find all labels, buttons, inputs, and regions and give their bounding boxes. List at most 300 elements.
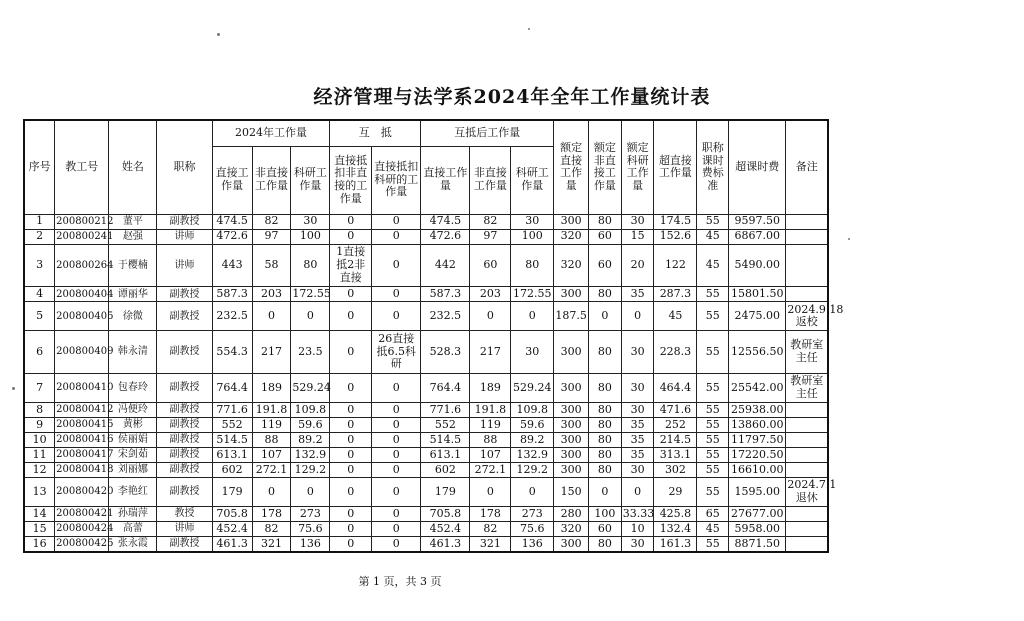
cell-quota-indirect: 80 <box>589 447 622 462</box>
cell-seq: 12 <box>24 462 55 477</box>
cell-indirect: 321 <box>252 536 291 552</box>
cell-quota-research: 30 <box>621 536 654 552</box>
cell-after-indirect: 178 <box>470 506 511 521</box>
cell-over-direct: 252 <box>654 417 697 432</box>
cell-research: 129.2 <box>291 462 330 477</box>
header-group-offset: 互 抵 <box>330 120 421 146</box>
cell-seq: 4 <box>24 287 55 302</box>
cell-staff-id: 200800425 <box>55 536 109 552</box>
cell-quota-direct: 320 <box>554 521 589 536</box>
cell-offset-direct: 0 <box>330 402 372 417</box>
scan-speck <box>12 387 15 390</box>
cell-seq: 7 <box>24 374 55 403</box>
cell-direct: 771.6 <box>212 402 252 417</box>
cell-quota-research: 30 <box>621 462 654 477</box>
cell-indirect: 82 <box>252 214 291 229</box>
cell-after-direct: 587.3 <box>421 287 470 302</box>
cell-rank-rate: 45 <box>697 521 729 536</box>
cell-offset-research: 26直接抵6.5科研 <box>372 331 421 374</box>
cell-quota-indirect: 80 <box>589 214 622 229</box>
cell-quota-research: 35 <box>621 417 654 432</box>
cell-research: 529.24 <box>291 374 330 403</box>
cell-quota-research: 0 <box>621 302 654 331</box>
cell-offset-research: 0 <box>372 521 421 536</box>
cell-after-research: 129.2 <box>511 462 554 477</box>
cell-offset-research: 0 <box>372 214 421 229</box>
cell-rank: 副教授 <box>157 477 212 506</box>
cell-seq: 13 <box>24 477 55 506</box>
table-row <box>24 302 828 331</box>
cell-over-direct: 152.6 <box>654 229 697 244</box>
header-after-indirect: 非直接工作量 <box>470 146 511 214</box>
table-row <box>24 462 828 477</box>
cell-direct: 587.3 <box>212 287 252 302</box>
cell-offset-research: 0 <box>372 302 421 331</box>
cell-over-fee: 13860.00 <box>729 417 786 432</box>
cell-quota-direct: 300 <box>554 447 589 462</box>
cell-after-direct: 442 <box>421 244 470 287</box>
cell-after-research: 80 <box>511 244 554 287</box>
cell-over-fee: 17220.50 <box>729 447 786 462</box>
cell-rank: 副教授 <box>157 432 212 447</box>
header-over-fee: 超课时费 <box>729 120 786 214</box>
cell-direct: 514.5 <box>212 432 252 447</box>
header-rank: 职称 <box>157 120 212 214</box>
header-research: 科研工作量 <box>291 146 330 214</box>
cell-over-fee: 8871.50 <box>729 536 786 552</box>
cell-seq: 10 <box>24 432 55 447</box>
cell-seq: 8 <box>24 402 55 417</box>
cell-research: 172.55 <box>292 286 331 300</box>
cell-indirect: 203 <box>252 287 291 302</box>
table-row <box>24 374 828 403</box>
cell-rank: 副教授 <box>157 214 212 229</box>
cell-rank-rate: 45 <box>697 244 729 287</box>
cell-quota-indirect: 60 <box>589 244 622 287</box>
cell-after-research: 75.6 <box>511 521 554 536</box>
cell-quota-direct: 300 <box>554 287 589 302</box>
cell-direct: 461.3 <box>212 536 252 552</box>
cell-staff-id: 200800412 <box>55 402 109 417</box>
cell-quota-research: 30 <box>621 402 654 417</box>
cell-after-direct: 705.8 <box>421 506 470 521</box>
cell-after-indirect: 203 <box>470 287 511 302</box>
cell-offset-research: 0 <box>372 402 421 417</box>
cell-rank: 讲师 <box>157 244 212 287</box>
cell-after-indirect: 119 <box>470 417 511 432</box>
cell-remark <box>786 462 828 477</box>
cell-direct: 554.3 <box>212 331 252 374</box>
scan-speck <box>848 238 850 240</box>
cell-quota-indirect: 80 <box>589 287 622 302</box>
cell-rank-rate: 55 <box>697 536 729 552</box>
table-row <box>24 417 828 432</box>
cell-offset-direct: 0 <box>330 536 372 552</box>
cell-quota-direct: 320 <box>554 244 589 287</box>
cell-quota-indirect: 80 <box>589 536 622 552</box>
cell-over-fee: 2475.00 <box>729 302 786 331</box>
cell-offset-direct: 0 <box>330 302 372 331</box>
cell-research: 23.5 <box>291 331 330 374</box>
scan-speck <box>217 33 220 36</box>
cell-quota-direct: 300 <box>554 432 589 447</box>
cell-remark: 2024.7.1退休 <box>786 477 828 506</box>
cell-after-research: 172.55 <box>511 287 554 302</box>
cell-indirect: 82 <box>252 521 291 536</box>
cell-rank-rate: 55 <box>697 287 729 302</box>
cell-rank: 副教授 <box>157 302 212 331</box>
cell-quota-direct: 300 <box>554 331 589 374</box>
cell-quota-research: 35 <box>621 447 654 462</box>
cell-quota-research: 20 <box>621 244 654 287</box>
cell-indirect: 217 <box>252 331 291 374</box>
cell-over-direct: 122 <box>654 244 697 287</box>
cell-over-fee: 25938.00 <box>729 402 786 417</box>
cell-after-indirect: 189 <box>470 374 511 403</box>
scan-speck <box>528 28 530 30</box>
cell-name: 刘丽娜 <box>109 462 157 477</box>
cell-staff-id: 200800241 <box>55 229 109 244</box>
cell-after-indirect: 321 <box>470 536 511 552</box>
cell-direct: 602 <box>212 462 252 477</box>
cell-after-indirect: 60 <box>470 244 511 287</box>
cell-over-direct: 302 <box>654 462 697 477</box>
cell-direct: 232.5 <box>212 302 252 331</box>
cell-rank: 讲师 <box>157 229 212 244</box>
cell-name: 董平 <box>109 214 157 229</box>
cell-after-direct: 764.4 <box>421 374 470 403</box>
cell-after-indirect: 82 <box>470 521 511 536</box>
cell-remark <box>786 244 828 287</box>
cell-research: 273 <box>291 506 330 521</box>
cell-quota-direct: 300 <box>554 462 589 477</box>
cell-after-direct: 452.4 <box>421 521 470 536</box>
cell-after-indirect: 0 <box>470 477 511 506</box>
workload-table <box>23 119 844 553</box>
cell-quota-indirect: 80 <box>589 374 622 403</box>
table-row <box>24 506 828 521</box>
cell-offset-research: 0 <box>372 506 421 521</box>
cell-staff-id: 200800424 <box>55 521 109 536</box>
cell-rank-rate: 55 <box>697 302 729 331</box>
cell-after-research: 100 <box>511 229 554 244</box>
cell-direct: 474.5 <box>212 214 252 229</box>
cell-over-direct: 425.8 <box>654 506 697 521</box>
cell-rank-rate: 55 <box>697 447 729 462</box>
cell-offset-research: 0 <box>372 374 421 403</box>
cell-name: 谭丽华 <box>109 287 157 302</box>
cell-offset-direct: 0 <box>330 287 372 302</box>
cell-offset-direct: 0 <box>330 229 372 244</box>
header-quota-direct: 额定直接工作量 <box>554 120 589 214</box>
cell-staff-id: 200800416 <box>55 432 109 447</box>
cell-seq: 15 <box>24 521 55 536</box>
cell-after-research: 136 <box>511 536 554 552</box>
cell-name: 孙瑞萍 <box>109 506 157 521</box>
cell-quota-direct: 300 <box>554 402 589 417</box>
cell-after-research: 109.8 <box>511 402 554 417</box>
cell-rank: 讲师 <box>157 521 212 536</box>
cell-quota-indirect: 60 <box>589 521 622 536</box>
cell-after-direct: 514.5 <box>421 432 470 447</box>
table-row <box>24 402 828 417</box>
cell-indirect: 58 <box>252 244 291 287</box>
cell-over-direct: 471.6 <box>654 402 697 417</box>
cell-indirect: 107 <box>252 447 291 462</box>
cell-remark <box>786 287 828 302</box>
header-after-research: 科研工作量 <box>511 146 554 214</box>
cell-seq: 9 <box>24 417 55 432</box>
cell-over-fee: 25542.00 <box>729 374 786 403</box>
cell-quota-indirect: 80 <box>589 331 622 374</box>
cell-over-direct: 287.3 <box>654 287 697 302</box>
cell-quota-indirect: 80 <box>589 402 622 417</box>
cell-rank-rate: 55 <box>697 462 729 477</box>
cell-over-direct: 313.1 <box>654 447 697 462</box>
cell-staff-id: 200800405 <box>55 302 109 331</box>
cell-direct: 452.4 <box>212 521 252 536</box>
cell-remark <box>786 521 828 536</box>
cell-after-research: 89.2 <box>511 432 554 447</box>
cell-research: 0 <box>291 302 330 331</box>
cell-rank-rate: 55 <box>697 432 729 447</box>
cell-name: 张永霞 <box>109 536 157 552</box>
cell-offset-direct: 0 <box>330 331 372 374</box>
cell-quota-indirect: 0 <box>589 477 622 506</box>
cell-offset-direct: 0 <box>330 417 372 432</box>
cell-after-direct: 472.6 <box>421 229 470 244</box>
cell-over-direct: 228.3 <box>654 331 697 374</box>
cell-over-fee: 12556.50 <box>729 331 786 374</box>
cell-staff-id: 200800415 <box>55 417 109 432</box>
cell-staff-id: 200800421 <box>55 506 109 521</box>
cell-over-fee: 16610.00 <box>729 462 786 477</box>
cell-after-research: 30 <box>511 214 554 229</box>
cell-after-direct: 179 <box>421 477 470 506</box>
table-row <box>24 287 828 302</box>
cell-after-indirect: 217 <box>470 331 511 374</box>
cell-rank: 副教授 <box>157 287 212 302</box>
cell-quota-indirect: 80 <box>589 462 622 477</box>
cell-after-indirect: 107 <box>470 447 511 462</box>
cell-remark <box>786 432 828 447</box>
table-row <box>24 521 828 536</box>
cell-offset-research: 0 <box>372 462 421 477</box>
cell-name: 高蕾 <box>109 521 157 536</box>
cell-quota-direct: 280 <box>554 506 589 521</box>
cell-offset-research: 0 <box>372 417 421 432</box>
cell-remark <box>786 402 828 417</box>
cell-research: 59.6 <box>291 417 330 432</box>
cell-rank-rate: 55 <box>697 374 729 403</box>
cell-remark: 2024.9.18返校 <box>786 302 828 331</box>
cell-indirect: 119 <box>252 417 291 432</box>
cell-name: 韩永清 <box>109 331 157 374</box>
cell-after-direct: 602 <box>421 462 470 477</box>
cell-seq: 11 <box>24 447 55 462</box>
cell-research: 30 <box>291 214 330 229</box>
cell-over-direct: 29 <box>654 477 697 506</box>
cell-seq: 5 <box>24 302 55 331</box>
cell-research: 80 <box>291 244 330 287</box>
cell-over-fee: 27677.00 <box>729 506 786 521</box>
cell-direct: 443 <box>212 244 252 287</box>
cell-over-direct: 161.3 <box>654 536 697 552</box>
cell-quota-research: 33.33 <box>622 506 655 520</box>
cell-quota-indirect: 80 <box>589 432 622 447</box>
cell-after-research: 273 <box>511 506 554 521</box>
page-title: 经济管理与法学系2024年全年工作量统计表 <box>313 86 711 108</box>
cell-quota-direct: 150 <box>554 477 589 506</box>
cell-rank-rate: 55 <box>697 402 729 417</box>
header-name: 姓名 <box>109 120 157 214</box>
cell-indirect: 272.1 <box>252 462 291 477</box>
cell-over-fee: 15801.50 <box>729 287 786 302</box>
cell-quota-research: 35 <box>621 287 654 302</box>
header-group-after: 互抵后工作量 <box>421 120 554 146</box>
header-group-2024: 2024年工作量 <box>212 120 330 146</box>
cell-after-research: 529.24 <box>511 374 554 403</box>
cell-staff-id: 200800420 <box>55 477 109 506</box>
cell-name: 黄彬 <box>109 417 157 432</box>
cell-rank: 副教授 <box>157 417 212 432</box>
cell-research: 132.9 <box>291 447 330 462</box>
cell-quota-direct: 300 <box>554 374 589 403</box>
table-row <box>24 244 828 287</box>
cell-name: 于樱楠 <box>109 244 157 287</box>
cell-after-indirect: 191.8 <box>470 402 511 417</box>
table-row <box>24 536 828 552</box>
header-over-direct: 超直接工作量 <box>654 120 697 214</box>
cell-seq: 1 <box>24 214 55 229</box>
cell-offset-research: 0 <box>372 447 421 462</box>
cell-after-research: 30 <box>511 331 554 374</box>
cell-over-fee: 6867.00 <box>729 229 786 244</box>
cell-research: 89.2 <box>291 432 330 447</box>
cell-quota-research: 15 <box>621 229 654 244</box>
header-rank-rate: 职称课时费标准 <box>697 120 729 214</box>
cell-indirect: 0 <box>252 302 291 331</box>
cell-over-fee: 5490.00 <box>729 244 786 287</box>
header-remark: 备注 <box>786 120 828 214</box>
cell-remark <box>786 417 828 432</box>
cell-after-direct: 613.1 <box>421 447 470 462</box>
header-indirect: 非直接工作量 <box>252 146 291 214</box>
cell-remark <box>786 214 828 229</box>
cell-offset-direct: 0 <box>330 462 372 477</box>
cell-quota-research: 10 <box>621 521 654 536</box>
cell-quota-indirect: 0 <box>589 302 622 331</box>
cell-offset-direct: 0 <box>330 506 372 521</box>
cell-remark: 教研室主任 <box>786 331 828 374</box>
cell-over-fee: 5958.00 <box>729 521 786 536</box>
cell-rank-rate: 55 <box>697 214 729 229</box>
cell-after-indirect: 272.1 <box>470 462 511 477</box>
cell-after-direct: 528.3 <box>421 331 470 374</box>
cell-quota-research: 30 <box>621 331 654 374</box>
cell-after-direct: 232.5 <box>421 302 470 331</box>
cell-seq: 14 <box>24 506 55 521</box>
cell-offset-direct: 0 <box>330 447 372 462</box>
cell-rank: 副教授 <box>157 462 212 477</box>
cell-quota-direct: 320 <box>554 229 589 244</box>
header-direct: 直接工作量 <box>212 146 252 214</box>
cell-staff-id: 200800212 <box>55 214 109 229</box>
cell-staff-id: 200800418 <box>55 462 109 477</box>
cell-after-direct: 461.3 <box>421 536 470 552</box>
cell-quota-direct: 187.5 <box>554 302 589 331</box>
cell-staff-id: 200800264 <box>55 244 109 287</box>
header-offset-direct: 直接抵扣非直接的工作量 <box>330 146 372 214</box>
header-after-direct: 直接工作量 <box>421 146 470 214</box>
cell-rank: 副教授 <box>157 536 212 552</box>
cell-over-direct: 132.4 <box>654 521 697 536</box>
cell-after-direct: 771.6 <box>421 402 470 417</box>
cell-staff-id: 200800410 <box>55 374 109 403</box>
cell-name: 侯丽娟 <box>109 432 157 447</box>
cell-rank-rate: 55 <box>697 417 729 432</box>
cell-direct: 552 <box>212 417 252 432</box>
cell-seq: 3 <box>24 244 55 287</box>
cell-staff-id: 200800404 <box>55 287 109 302</box>
cell-research: 136 <box>291 536 330 552</box>
page-footer: 第 1 页，共 3 页 <box>358 575 442 588</box>
cell-offset-research: 0 <box>372 244 421 287</box>
cell-after-research: 132.9 <box>511 447 554 462</box>
cell-quota-research: 0 <box>621 477 654 506</box>
cell-indirect: 88 <box>252 432 291 447</box>
cell-over-fee: 11797.50 <box>729 432 786 447</box>
table-row <box>24 214 828 229</box>
header-quota-indirect: 额定非直接工作量 <box>589 120 622 214</box>
cell-quota-research: 30 <box>621 374 654 403</box>
cell-name: 宋剑茹 <box>109 447 157 462</box>
cell-over-fee: 9597.50 <box>729 214 786 229</box>
cell-rank: 副教授 <box>157 447 212 462</box>
cell-name: 李艳红 <box>109 477 157 506</box>
cell-quota-indirect: 60 <box>589 229 622 244</box>
cell-offset-research: 0 <box>372 229 421 244</box>
cell-direct: 705.8 <box>212 506 252 521</box>
cell-offset-direct: 0 <box>330 214 372 229</box>
cell-research: 75.6 <box>291 521 330 536</box>
cell-research: 100 <box>291 229 330 244</box>
cell-rank-rate: 55 <box>697 477 729 506</box>
cell-after-indirect: 97 <box>470 229 511 244</box>
cell-offset-research: 0 <box>372 287 421 302</box>
cell-quota-direct: 300 <box>554 214 589 229</box>
cell-after-research: 0 <box>511 477 554 506</box>
table-row <box>24 447 828 462</box>
cell-quota-research: 30 <box>621 214 654 229</box>
cell-research: 0 <box>291 477 330 506</box>
cell-quota-indirect: 100 <box>589 506 622 521</box>
cell-offset-research: 0 <box>372 536 421 552</box>
cell-remark: 教研室主任 <box>786 374 828 403</box>
cell-rank: 副教授 <box>157 331 212 374</box>
cell-offset-research: 0 <box>372 432 421 447</box>
header-seq: 序号 <box>24 120 55 214</box>
table-row <box>24 331 828 374</box>
cell-rank: 教授 <box>157 506 212 521</box>
cell-rank-rate: 45 <box>697 229 729 244</box>
cell-quota-direct: 300 <box>554 417 589 432</box>
cell-rank-rate: 55 <box>697 331 729 374</box>
cell-after-direct: 552 <box>421 417 470 432</box>
cell-remark <box>786 229 828 244</box>
cell-over-direct: 174.5 <box>654 214 697 229</box>
cell-after-indirect: 0 <box>470 302 511 331</box>
